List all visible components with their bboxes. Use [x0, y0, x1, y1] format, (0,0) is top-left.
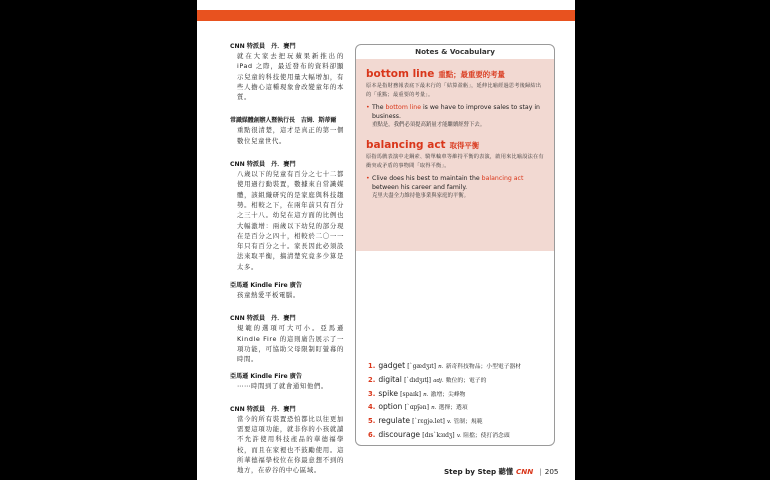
bullet-icon: • — [366, 175, 370, 182]
word-meaning: 阻擋；使打消念頭 — [463, 432, 510, 439]
speaker-label: 亞馬遜 Kindle Fire 廣告 — [230, 372, 302, 380]
word-phonetic: [dɪsˋkɜɪdʒ] — [422, 431, 455, 439]
term-example: • The bottom line is we have to improve sales to stay in business. — [366, 104, 540, 120]
transcript-entry — [230, 42, 344, 102]
word-en: regulate — [378, 416, 410, 426]
example-highlight: balancing act — [481, 175, 524, 182]
transcript-entry — [230, 314, 344, 364]
word-pos: n. — [431, 405, 437, 412]
term-definition: 原本是指財務報表底下最末行的「結算盈虧」，延伸比喻經過思考後歸結出的「重點；最重要的考量」。 — [366, 83, 542, 98]
transcript-entry — [230, 405, 344, 476]
vocab-term — [366, 138, 546, 153]
speaker-label: 常識媒體創辦人暨執行長 吉姆．斯蒂爾 — [230, 117, 337, 125]
speaker-label: CNN 特派員 丹．賽門 — [230, 43, 296, 50]
word-meaning: 選擇；選項 — [438, 405, 468, 412]
word-en: option — [378, 402, 403, 412]
example-highlight: bottom line — [385, 104, 421, 111]
speech-text: 規範的選項可大可小。亞馬遜 Kindle Fire 的這則廣告展示了一項功能，可協助父母限制盯螢幕的時間。 — [237, 324, 344, 364]
transcript-entry — [230, 160, 344, 272]
word-meaning: 新奇科技物品；小型電子器材 — [445, 364, 522, 370]
word-pos: v. — [456, 432, 462, 439]
vocab-entry — [366, 138, 546, 201]
term-zh: 重點；最重要的考量 — [438, 70, 505, 79]
bullet-icon: • — [366, 104, 370, 111]
series-title: Step by Step — [444, 467, 497, 476]
word-phonetic: [spaɪk] — [400, 390, 421, 398]
speaker-label: 亞馬遜 Kindle Fire 廣告 — [230, 282, 302, 290]
speech-text: 八歲以下的兒童有百分之七十二都使用過行動裝置，數據來自常識媒體，該組織研究的是家庭與科技趨勢。相較之下，在兩年前只有百分之三十八。幼兒在這方面的比例也大幅激增：兩歲以下幼兒的部分現在是百分之四十，相較於二〇一一年只有百分之十。家長因此必須設法來取平衡，搞清楚究竟多少算是太多。 — [237, 170, 344, 271]
word-list — [368, 360, 548, 443]
vocab-entry — [366, 67, 546, 130]
term-zh: 取得平衡 — [449, 141, 480, 150]
speaker-label: CNN 特派員 丹．賽門 — [230, 405, 296, 413]
word-pos: v. — [447, 419, 452, 426]
panel-title: Notes & Vocabulary — [415, 47, 495, 56]
word-phonetic: [ˋdɪdʒɪtl̩] — [404, 376, 432, 384]
word-meaning: 激增；尖峰物 — [430, 391, 466, 398]
word-en: spike — [378, 388, 398, 398]
speaker-label: CNN 特派員 丹．賽門 — [230, 161, 296, 169]
word-phonetic: [ˋrɛgjə.let] — [412, 418, 445, 426]
speech-text: 就在大家去把玩蘋果新推出的 iPad 之際，最近發布的資料卻顯示兒童的科技使用量大幅增加，有些人擔心這種現象會改變童年的本質。 — [237, 52, 344, 102]
term-en: balancing act — [366, 139, 446, 151]
word-pos: n. — [438, 364, 444, 370]
transcript-entry — [230, 116, 344, 146]
word-pos: adj. — [433, 377, 444, 384]
word-en: gadget — [378, 361, 406, 370]
vocab-term — [366, 67, 546, 82]
word-item: 2. digital [ˋdɪdʒɪtl̩] adj. 數位的；電子的 — [368, 374, 487, 384]
speech-text: ⋯⋯時間到了就會通知他們。 — [237, 381, 328, 390]
word-item: 1. gadget [ˋgædʒɪt] n. 新奇科技物品；小型電子器材 — [368, 361, 522, 370]
transcript-entry — [230, 372, 344, 391]
term-definition: 原指馬戲表演中走鋼索、騎單輪車等維持平衡的表演，啟用來比喻設法在有衝突或矛盾的事物間「取得平衡」。 — [366, 154, 544, 169]
word-pos: n. — [423, 391, 429, 398]
word-item: 5. regulate [ˋrɛgjə.let] v. 管制；規範 — [368, 416, 483, 426]
footer-divider: | — [539, 467, 542, 476]
word-en: digital — [378, 374, 402, 384]
word-en: discourage — [378, 429, 421, 439]
page-footer — [444, 466, 558, 478]
term-en: bottom line — [366, 68, 435, 80]
speech-text: 當今的所有裝置恐怕都比以往更加需要這項功能，就非你的小孩就讀不允許使用科技產品的華德福學校，而且在家裡也不鼓勵使用。這所華德福學校位在你最意想不到的地方，在矽谷的中心區域。 — [237, 414, 344, 475]
speaker-label: CNN 特派員 丹．賽門 — [230, 315, 296, 323]
term-example: • Clive does his best to maintain the balancing act between his career and family. — [366, 175, 524, 191]
page-number: 205 — [544, 467, 559, 476]
word-meaning: 數位的；電子的 — [445, 377, 487, 384]
word-item: 4. option [ˋɑpʃən] n. 選擇；選項 — [368, 402, 468, 412]
transcript-column — [230, 42, 344, 476]
word-item: 3. spike [spaɪk] n. 激增；尖峰物 — [368, 388, 466, 398]
series-listen: 聽懂 — [498, 467, 514, 476]
word-phonetic: [ˋɑpʃən] — [404, 404, 429, 412]
speech-text: 重點很清楚，這才是真正的第一個數位兒童世代。 — [237, 126, 344, 145]
top-accent-bar — [197, 10, 575, 21]
example-translation: 重點是，我們必須提高銷量才能繼續經營下去。 — [372, 122, 486, 128]
speech-text: 孩童熱愛平板電腦。 — [237, 291, 300, 300]
word-item: 6. discourage [dɪsˋkɜɪdʒ] v. 阻擋；使打消念頭 — [368, 429, 510, 439]
cnn-logo: CNN — [516, 467, 534, 476]
word-meaning: 管制；規範 — [453, 419, 483, 426]
transcript-entry — [230, 281, 344, 300]
book-page — [197, 0, 575, 480]
notes-vocabulary-panel — [355, 44, 555, 446]
example-translation: 克里夫盡全力維持他事業與家庭的平衡。 — [372, 193, 470, 199]
word-phonetic: [ˋgædʒɪt] — [407, 363, 436, 370]
